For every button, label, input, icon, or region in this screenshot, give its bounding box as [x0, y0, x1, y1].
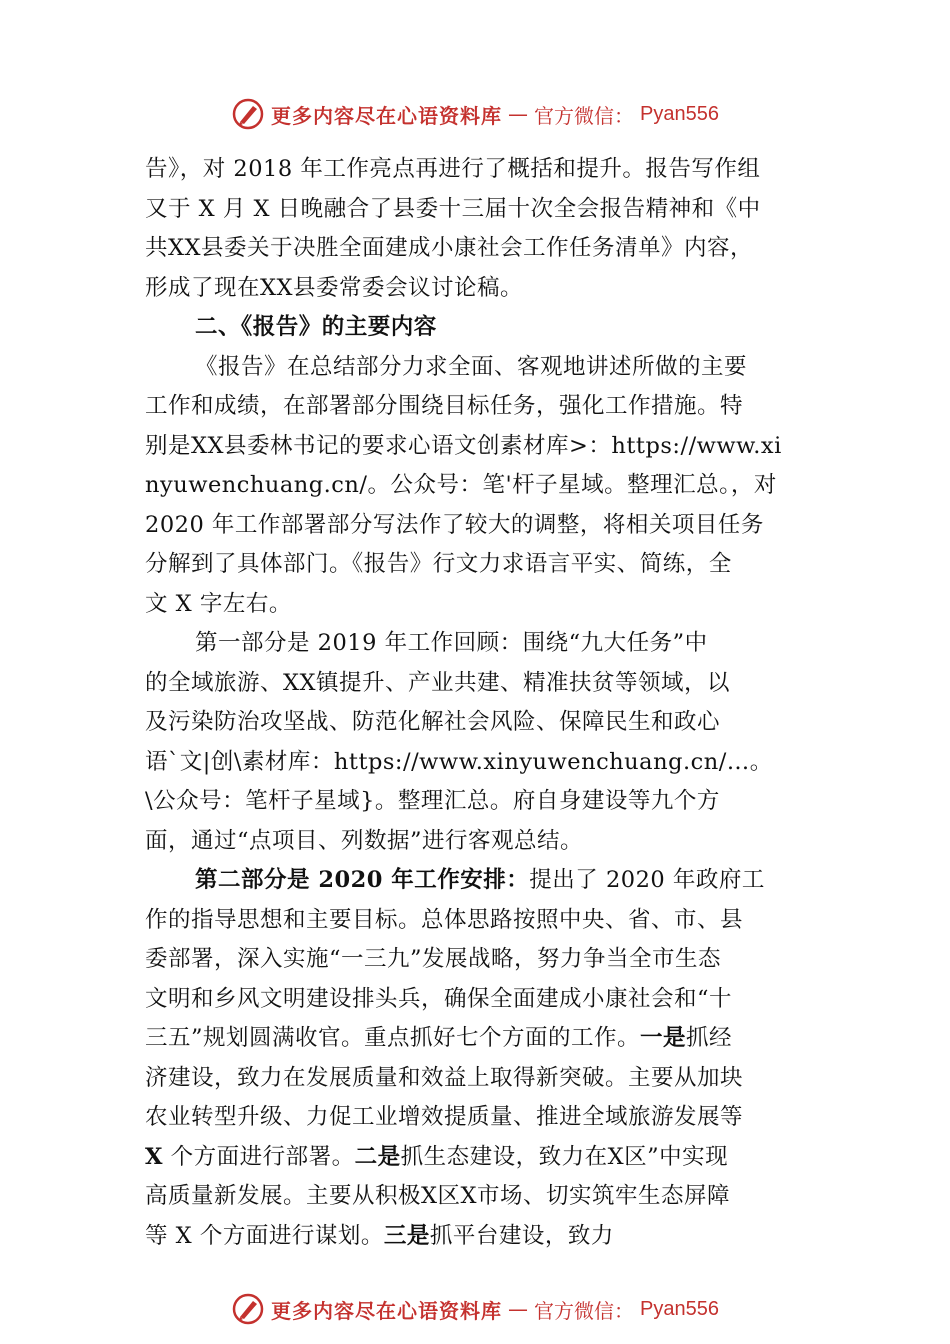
text-line	[145, 1217, 830, 1257]
text-line: 共XX县委关于决胜全面建成小康社会工作任务清单》内容，	[145, 235, 754, 261]
text-line: 及污染防治攻坚战、防范化解社会风险、保障民生和政心	[145, 709, 721, 735]
line-f-post: 抓平台建设，致力	[429, 1222, 614, 1249]
footer-watermark-banner	[0, 1289, 950, 1329]
line-a-pre: 三五”规划圆满收官。重点抓好七个方面的工作。	[145, 1025, 641, 1051]
text-line: 别是XX县委林书记的要求心语文创素材库>：https://www.xi	[145, 432, 782, 459]
line-f-pre: 等 X 个方面进行谋划。	[145, 1222, 384, 1249]
banner-dash: —	[508, 1297, 529, 1321]
text-line: 工作和成绩，在部署部分围绕目标任务，强化工作措施。特	[145, 393, 744, 419]
banner-slogan: 更多内容尽在心语资料库	[271, 1298, 503, 1323]
pen-logo-icon	[231, 1292, 265, 1326]
text-line: 的全域旅游、XX镇提升、产业共建、精准扶贫等领域，以	[145, 669, 731, 696]
banner-wechat-id: Pyan556	[640, 1297, 719, 1320]
text-line	[145, 1019, 830, 1059]
text-line: 分解到了具体部门。《报告》行文力求语言平实、简练，全	[145, 551, 732, 577]
text-line: 文明和乡风文明建设排头兵，确保全面建成小康社会和“十	[145, 985, 733, 1012]
text-line: 告》，对 2018 年工作亮点再进行了概括和提升。报告写作组	[145, 156, 761, 182]
document-body	[145, 150, 830, 1256]
text-line: 面，通过“点项目、列数据”进行客观总结。	[145, 827, 584, 854]
text-line: 委部署，深入实施“一三九”发展战略，努力争当全市生态	[145, 946, 722, 972]
line-d-post: 抓生态建设，致力在X区”中实现	[400, 1143, 729, 1170]
text-line: 文 X 字左右。	[145, 590, 292, 617]
text-line: 作的指导思想和主要目标。总体思路按照中央、省、市、县	[145, 906, 744, 933]
pen-logo-icon	[231, 97, 265, 131]
line-a-bold: 一是	[640, 1025, 687, 1051]
part2-lead-line	[145, 861, 830, 901]
line-a-post: 抓经	[686, 1025, 733, 1051]
header-watermark-banner	[0, 94, 950, 134]
banner-wechat-label: 官方微信：	[534, 103, 635, 128]
text-line: 形成了现在XX县委常委会议讨论稿。	[145, 274, 524, 301]
text-line: 语`文|创\素材库：https://www.xinyuwenchuang.cn/…。	[145, 748, 773, 775]
text-line: 第一部分是 2019 年工作回顾：围绕“九大任务”中	[195, 630, 708, 656]
banner-wechat-label: 官方微信：	[534, 1298, 635, 1323]
text-line: 农业转型升级、力促工业增效提质量、推进全域旅游发展等	[145, 1104, 744, 1130]
text-line: 2020 年工作部署部分写法作了较大的调整，将相关项目任务	[145, 511, 764, 538]
line-f-bold: 三是	[383, 1222, 430, 1249]
text-line: 《报告》在总结部分力求全面、客观地讲述所做的主要	[195, 353, 748, 380]
text-line: nyuwenchuang.cn/。公众号：笔'杆子星域。整理汇总。，对	[145, 472, 777, 498]
banner-wechat-id: Pyan556	[640, 102, 719, 125]
part2-lead-bold: 第二部分是 2020 年工作安排：	[195, 867, 530, 893]
banner-dash: —	[508, 102, 529, 126]
part2-lead-rest: 提出了 2020 年政府工	[529, 867, 765, 893]
line-d-bold2: 二是	[354, 1143, 401, 1170]
line-d-bold1: X	[145, 1143, 163, 1170]
line-d-mid: 个方面进行部署。	[162, 1143, 355, 1170]
text-line: 济建设，致力在发展质量和效益上取得新突破。主要从加块	[145, 1064, 744, 1091]
text-line: \公众号：笔杆子星域}。整理汇总。府自身建设等九个方	[145, 788, 720, 814]
text-line: 高质量新发展。主要从积极X区X市场、切实筑牢生态屏障	[145, 1183, 731, 1209]
text-line: 又于 X 月 X 日晚融合了县委十三届十次全会报告精神和《中	[145, 195, 761, 222]
text-line	[145, 1138, 830, 1178]
section-heading: 二、《报告》的主要内容	[195, 314, 437, 340]
banner-slogan: 更多内容尽在心语资料库	[271, 103, 503, 128]
